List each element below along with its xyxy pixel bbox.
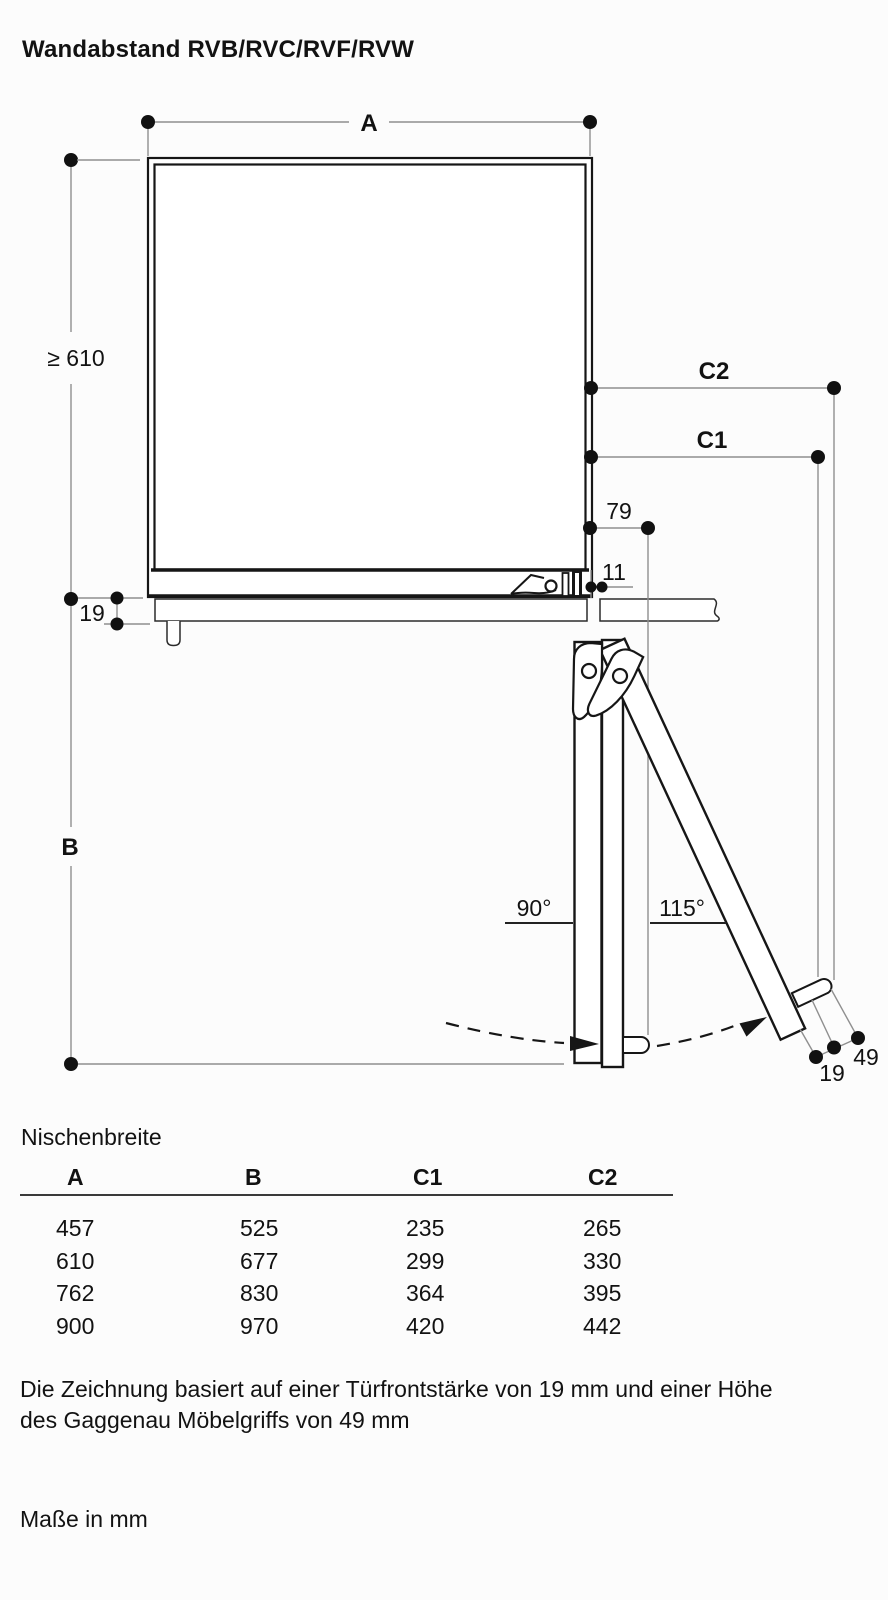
page-title: Wandabstand RVB/RVC/RVF/RVW <box>22 36 415 63</box>
cell: 299 <box>406 1248 445 1274</box>
door-115-panel <box>600 639 805 1040</box>
appliance-cabinet <box>148 158 592 597</box>
label-gap: 11 <box>602 559 626 585</box>
label-handle-clearance: 79 <box>606 498 632 524</box>
adjacent-panel-break <box>600 599 719 621</box>
cell: 265 <box>583 1215 622 1241</box>
cell: 364 <box>406 1280 445 1306</box>
cell: 442 <box>583 1313 622 1339</box>
label-angle-90: 90° <box>516 895 552 921</box>
cell: 830 <box>240 1280 279 1306</box>
cell: 420 <box>406 1313 445 1339</box>
label-b: B <box>61 834 79 861</box>
label-door-thickness: 19 <box>79 600 105 626</box>
label-a: A <box>360 110 378 137</box>
col-header-b: B <box>245 1164 262 1190</box>
dimension-door-thickness <box>77 592 150 631</box>
note-line-2: des Gaggenau Möbelgriffs von 49 mm <box>20 1407 410 1433</box>
appliance-foot <box>167 621 180 646</box>
units-note: Maße in mm <box>20 1506 148 1532</box>
label-handle-height: 49 <box>853 1044 879 1070</box>
cell: 762 <box>56 1280 95 1306</box>
label-c2: C2 <box>698 358 730 385</box>
door-front-closed <box>155 599 719 646</box>
dimension-min-depth <box>47 153 140 593</box>
cell: 457 <box>56 1215 95 1241</box>
cell: 970 <box>240 1313 279 1339</box>
col-header-c1: C1 <box>413 1164 443 1190</box>
cell: 900 <box>56 1313 95 1339</box>
cell: 677 <box>240 1248 279 1274</box>
label-door-thickness-open: 19 <box>819 1060 845 1086</box>
cell: 610 <box>56 1248 95 1274</box>
cell: 525 <box>240 1215 279 1241</box>
handle-90 <box>623 1037 649 1053</box>
label-c1: C1 <box>696 427 728 454</box>
table-rule <box>20 1194 673 1196</box>
label-angle-115: 115° <box>659 895 705 921</box>
col-header-a: A <box>67 1164 84 1190</box>
arrowhead-115 <box>740 1017 768 1037</box>
drawing-note <box>20 1374 773 1436</box>
dimension-19-49 <box>800 989 879 1086</box>
col-header-c2: C2 <box>588 1164 618 1190</box>
cell: 330 <box>583 1248 622 1274</box>
cell: 395 <box>583 1280 622 1306</box>
cell: 235 <box>406 1215 445 1241</box>
dimension-b <box>61 592 564 1071</box>
label-min-depth: ≥ 610 <box>47 345 105 371</box>
note-line-1: Die Zeichnung basiert auf einer Türfrontstärke von 19 mm und einer Höhe <box>20 1376 773 1402</box>
door-open-positions <box>573 639 834 1067</box>
table-caption: Nischenbreite <box>21 1124 162 1150</box>
dimension-a <box>141 110 597 156</box>
